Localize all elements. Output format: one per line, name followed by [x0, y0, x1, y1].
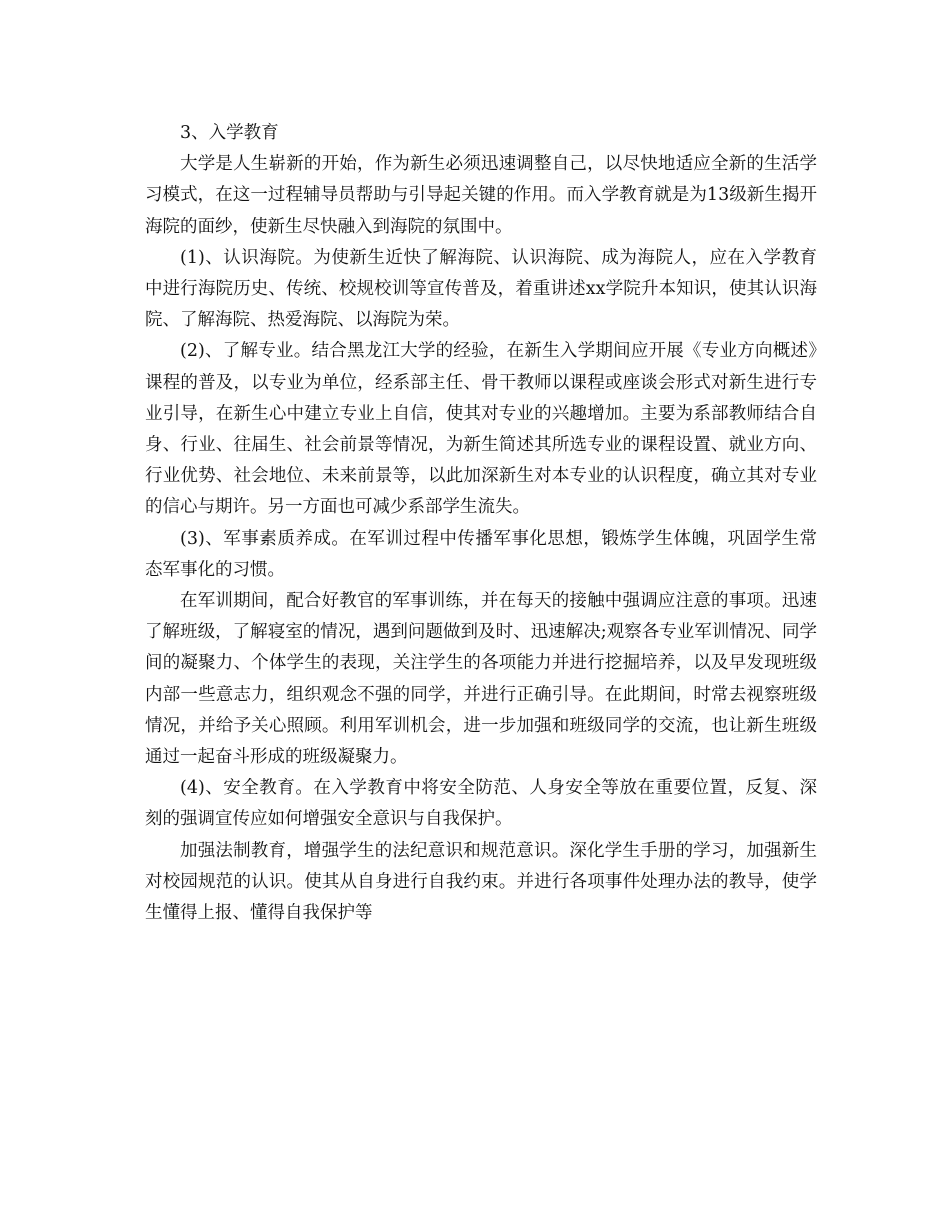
document-body	[145, 118, 817, 929]
paragraph-military-training: (3)、军事素质养成。在军训过程中传播军事化思想，锻炼学生体魄，巩固学生常态军事化的习惯。	[145, 528, 817, 580]
section-heading: 3、入学教育	[180, 123, 279, 143]
paragraph-know-campus: (1)、认识海院。为使新生近快了解海院、认识海院、成为海院人，应在入学教育中进行海院历史、传统、校规校训等宣传普及，着重讲述xx学院升本知识，使其认识海院、了解海院、热爱海院、以海院为荣。	[145, 247, 817, 331]
paragraph-military-period: 在军训期间，配合好教官的军事训练，并在每天的接触中强调应注意的事项。迅速了解班级，了解寝室的情况，遇到问题做到及时、迅速解决;观察各专业军训情况、同学间的凝聚力、个体学生的表现，关注学生的各项能力并进行挖掘培养，以及早发现班级内部一些意志力，组织观念不强的同学，并进行正确引导。在此期间，时常去视察班级情况，并给予关心照顾。利用军训机会，进一步加强和班级同学的交流，也让新生班级通过一起奋斗形成的班级凝聚力。	[145, 591, 817, 768]
paragraph-know-major: (2)、了解专业。结合黑龙江大学的经验，在新生入学期间应开展《专业方向概述》课程的普及，以专业为单位，经系部主任、骨干教师以课程或座谈会形式对新生进行专业引导，在新生心中建立专业上自信，使其对专业的兴趣增加。主要为系部教师结合自身、行业、往届生、社会前景等情况，为新生简述其所选专业的课程设置、就业方向、行业优势、社会地位、未来前景等，以此加深新生对本专业的认识程度，确立其对专业的信心与期许。另一方面也可减少系部学生流失。	[145, 341, 817, 518]
paragraph-safety-education: (4)、安全教育。在入学教育中将安全防范、人身安全等放在重要位置，反复、深刻的强调宣传应如何增强安全意识与自我保护。	[145, 778, 817, 830]
paragraph-legal-education: 加强法制教育，增强学生的法纪意识和规范意识。深化学生手册的学习，加强新生对校园规范的认识。使其从自身进行自我约束。并进行各项事件处理办法的教导，使学生懂得上报、懂得自我保护等	[145, 840, 817, 924]
paragraph-intro: 大学是人生崭新的开始，作为新生必须迅速调整自己，以尽快地适应全新的生活学习模式，在这一过程辅导员帮助与引导起关键的作用。而入学教育就是为13级新生揭开海院的面纱，使新生尽快融入到海院的氛围中。	[145, 154, 817, 237]
